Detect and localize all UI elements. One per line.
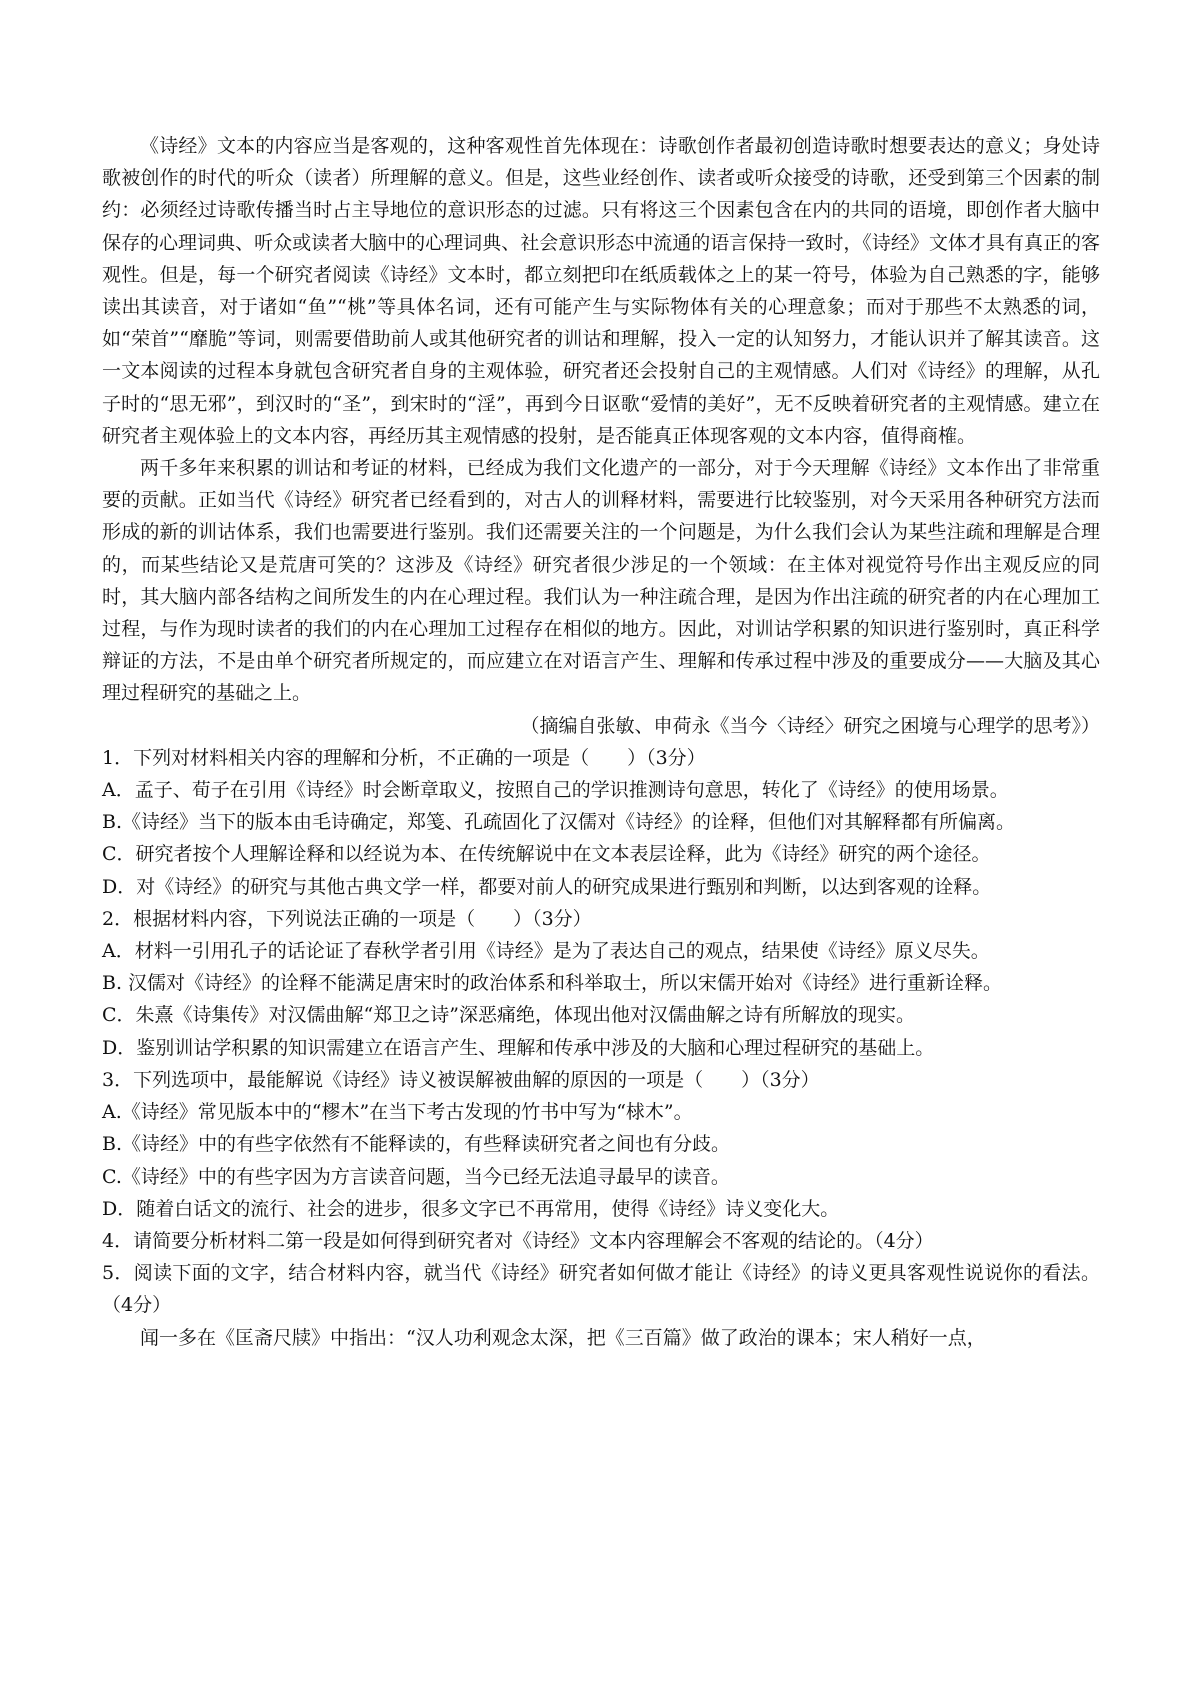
final-paragraph: 闻一多在《匡斋尺牍》中指出：“汉人功利观念太深，把《三百篇》做了政治的课本；宋人稍好一点， [140, 1326, 986, 1349]
question-3-option-a: A.《诗经》常见版本中的“樛木”在当下考古发现的竹书中写为“梂木”。 [102, 1101, 693, 1124]
question-3 [102, 1064, 1100, 1225]
question-3-option-d: D．随着白话文的流行、社会的进步，很多文字已不再常用，使得《诗经》诗义变化大。 [102, 1197, 840, 1220]
question-1-option-c: C．研究者按个人理解诠释和以经说为本、在传统解说中在文本表层诠释，此为《诗经》研究的两个途径。 [102, 843, 991, 866]
question-2 [102, 903, 1100, 1064]
question-5 [102, 1257, 1100, 1321]
question-3-stem: 3．下列选项中，最能解说《诗经》诗义被误解被曲解的原因的一项是（ ）（3分） [102, 1068, 820, 1091]
question-2-option-b: B. 汉儒对《诗经》的诠释不能满足唐宋时的政治体系和科举取士，所以宋儒开始对《诗经》进行重新诠释。 [102, 972, 1003, 995]
exam-page [102, 130, 1100, 1354]
passage-paragraph-1: 《诗经》文本的内容应当是客观的，这种客观性首先体现在：诗歌创作者最初创造诗歌时想要表达的意义；身处诗歌被创作的时代的听众（读者）所理解的意义。但是，这些业经创作、读者或听众接受的诗歌，还受到第三个因素的制约：必须经过诗歌传播当时占主导地位的意识形态的过滤。只有将这三个因素包含在内的共同的语境，即创作者大脑中保存的心理词典、听众或读者大脑中的心理词典、社会意识形态中流通的语言保持一致时，《诗经》文体才具有真正的客观性。但是，每一个研究者阅读《诗经》文本时，都立刻把印在纸质载体之上的某一符号，体验为自己熟悉的字，能够读出其读音，对于诸如“鱼”“桃”等具体名词，还有可能产生与实际物体有关的心理意象；而对于那些不太熟悉的词，如“荣首”“靡脆”等词，则需要借助前人或其他研究者的训诂和理解，投入一定的认知努力，才能认识并了解其读音。这一文本阅读的过程本身就包含研究者自身的主观体验，研究者还会投射自己的主观情感。人们对《诗经》的理解，从孔子时的“思无邪”，到汉时的“圣”，到宋时的“淫”，再到今日讴歌“爱情的美好”，无不反映着研究者的主观情感。建立在研究者主观体验上的文本内容，再经历其主观情感的投射，是否能真正体现客观的文本内容，值得商榷。 [102, 135, 1100, 447]
question-2-option-d: D．鉴别训诂学积累的知识需建立在语言产生、理解和传承中涉及的大脑和心理过程研究的基础上。 [102, 1036, 935, 1059]
question-2-option-c: C．朱熹《诗集传》对汉儒曲解“郑卫之诗”深恶痛绝，体现出他对汉儒曲解之诗有所解放的现实。 [102, 1004, 915, 1027]
question-3-option-b: B.《诗经》中的有些字依然有不能释读的，有些释读研究者之间也有分歧。 [102, 1133, 731, 1156]
question-1-stem: 1．下列对材料相关内容的理解和分析，不正确的一项是（ ）（3分） [102, 746, 706, 769]
passage-source: （摘编自张敏、申荷永《当今〈诗经〉研究之困境与心理学的思考》） [520, 714, 1100, 737]
passage-paragraph-2: 两千多年来积累的训诂和考证的材料，已经成为我们文化遗产的一部分，对于今天理解《诗经》文本作出了非常重要的贡献。正如当代《诗经》研究者已经看到的，对古人的训释材料，需要进行比较鉴别，对今天采用各种研究方法而形成的新的训诂体系，我们也需要进行鉴别。我们还需要关注的一个问题是，为什么我们会认为某些注疏和理解是合理的，而某些结论又是荒唐可笑的？这涉及《诗经》研究者很少涉足的一个领域：在主体对视觉符号作出主观反应的同时，其大脑内部各结构之间所发生的内在心理过程。我们认为一种注疏合理，是因为作出注疏的研究者的内在心理加工过程，与作为现时读者的我们的内在心理加工过程存在相似的地方。因此，对训诂学积累的知识进行鉴别时，真正科学辩证的方法，不是由单个研究者所规定的，而应建立在对语言产生、理解和传承过程中涉及的重要成分——大脑及其心理过程研究的基础之上。 [102, 457, 1100, 705]
question-2-option-a: A．材料一引用孔子的话论证了春秋学者引用《诗经》是为了表达自己的观点，结果使《诗经》原义尽失。 [102, 940, 990, 963]
question-5-stem: 5．阅读下面的文字，结合材料内容，就当代《诗经》研究者如何做才能让《诗经》的诗义更具客观性说说你的看法。（4分） [102, 1262, 1100, 1317]
question-1-option-a: A．孟子、荀子在引用《诗经》时会断章取义，按照自己的学识推测诗句意思，转化了《诗经》的使用场景。 [102, 779, 1009, 802]
question-1 [102, 742, 1100, 903]
question-3-option-c: C.《诗经》中的有些字因为方言读音问题，当今已经无法追寻最早的读音。 [102, 1165, 730, 1188]
question-1-option-b: B.《诗经》当下的版本由毛诗确定，郑笺、孔疏固化了汉儒对《诗经》的诠释，但他们对其解释都有所偏离。 [102, 811, 1016, 834]
question-4-stem: 4．请简要分析材料二第一段是如何得到研究者对《诗经》文本内容理解会不客观的结论的。（4分） [102, 1229, 934, 1252]
question-1-option-d: D．对《诗经》的研究与其他古典文学一样，都要对前人的研究成果进行甄别和判断，以达到客观的诠释。 [102, 875, 992, 898]
question-4 [102, 1225, 1100, 1257]
question-2-stem: 2．根据材料内容，下列说法正确的一项是（ ）（3分） [102, 907, 592, 930]
